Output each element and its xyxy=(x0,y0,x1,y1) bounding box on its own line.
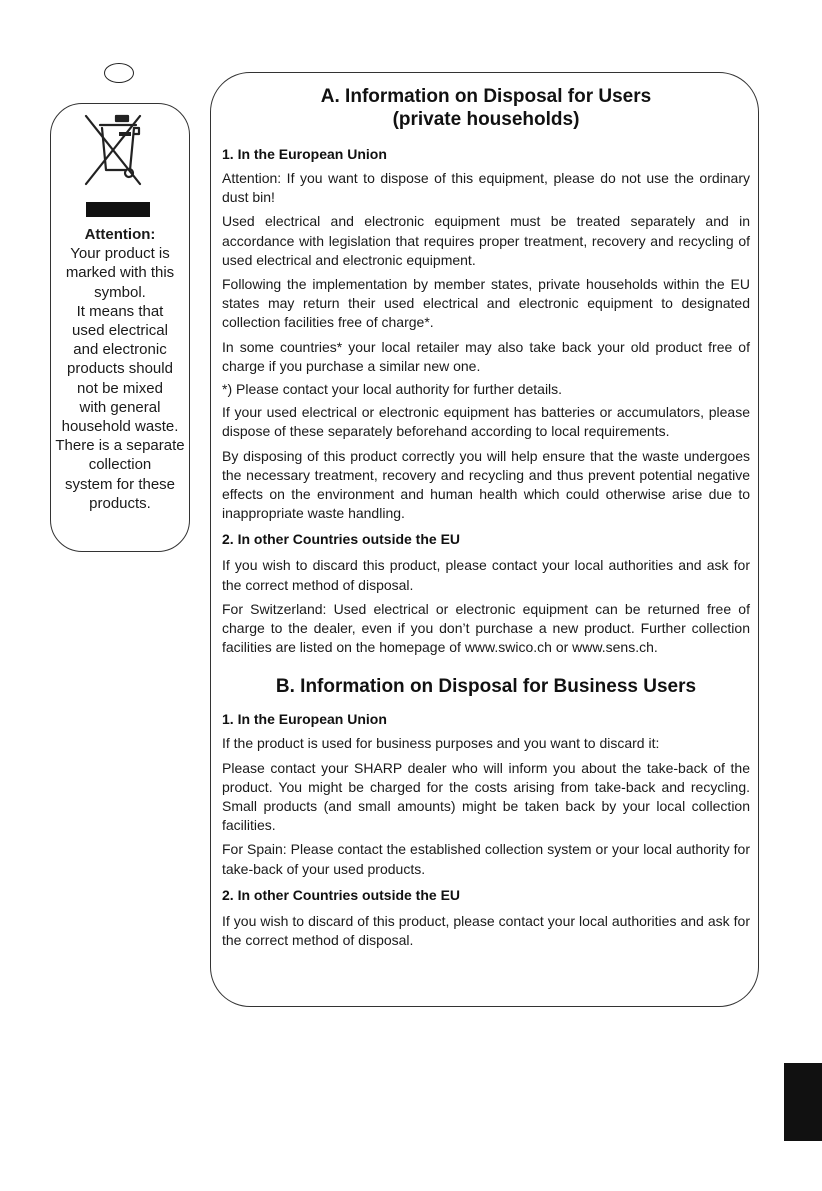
note-line: with general xyxy=(79,398,161,416)
note-line: products. xyxy=(89,494,151,512)
attention-heading: Attention: xyxy=(84,226,156,243)
note-line: and electronic xyxy=(73,341,167,359)
note-line: There is a separate xyxy=(55,437,185,455)
note-line: marked with this xyxy=(65,264,175,282)
paragraph: In some countries* your local retailer may also take back your old product free of charge if you purchase a similar new one. xyxy=(222,338,750,374)
paragraph: By disposing of this product correctly you will help ensure that the waste undergoes the necessary treatment, recovery and recycling and thus prevent potential negative effects on the environment and human health which could otherwise arise due to inappropriate waste handling. xyxy=(222,447,750,522)
section-b-eu-heading: 1. In the European Union xyxy=(222,711,387,728)
paragraph: If the product is used for business purposes and you want to discard it: xyxy=(222,735,660,752)
paragraph: For Spain: Please contact the established collection system or your local authority for take-back of your used products. xyxy=(222,841,750,877)
note-line: system for these xyxy=(64,475,176,493)
paragraph: Please contact your SHARP dealer who will inform you about the take-back of the product. You might be charged for the costs arising from take-back and recycling. Small products (and small amounts) might be taken back by your local collection facilities. xyxy=(222,759,750,834)
paragraph: *) Please contact your local authority for further details. xyxy=(222,381,563,398)
paragraph: Used electrical and electronic equipment must be treated separately and in accordance with legislation that requires proper treatment, recovery and recycling of used electrical and electronic equipment. xyxy=(222,213,750,268)
attention-note xyxy=(52,225,188,513)
page-edge-tab xyxy=(784,1063,822,1141)
paragraph: If your used electrical or electronic equipment has batteries or accumulators, please dispose of these separately beforehand according to local requirements. xyxy=(222,404,750,440)
section-b-title: B. Information on Disposal for Business Users xyxy=(275,676,697,698)
note-line: products should xyxy=(67,360,173,378)
disposal-information xyxy=(222,85,750,950)
paragraph: If you wish to discard of this product, please contact your local authorities and ask for the correct method of disposal. xyxy=(222,912,750,949)
section-a-title xyxy=(222,85,750,131)
note-line: household waste. xyxy=(61,418,179,436)
paragraph: For Switzerland: Used electrical or electronic equipment can be returned free of charge to the dealer, even if you don’t purchase a new product. Further collection facilities are listed on the homepage of www.swico.ch or www.sens.ch. xyxy=(222,600,750,656)
paragraph: If you wish to discard this product, please contact your local authorities and ask for the correct method of disposal. xyxy=(222,557,750,593)
section-a-non-eu-heading: 2. In other Countries outside the EU xyxy=(222,531,461,548)
note-line: It means that xyxy=(76,302,164,320)
oval-marker-icon xyxy=(104,63,134,83)
section-a-title-line2: (private households) xyxy=(392,109,580,130)
paragraph: Following the implementation by member states, private households within the EU states may return their used electrical and electronic equipment to designated collection facilities free of charge*. xyxy=(222,276,750,331)
section-a-eu-heading: 1. In the European Union xyxy=(222,146,387,162)
note-line: not be mixed xyxy=(77,379,163,397)
note-line: used electrical xyxy=(72,322,168,340)
section-b-non-eu-heading: 2. In other Countries outside the EU xyxy=(222,886,461,903)
note-line: collection xyxy=(88,456,152,474)
note-line: symbol. xyxy=(94,283,146,301)
section-a-title-line1: A. Information on Disposal for Users xyxy=(320,86,652,107)
note-line: Your product is xyxy=(70,245,170,263)
paragraph: Attention: If you want to dispose of this equipment, please do not use the ordinary dust bin! xyxy=(222,170,750,206)
crossed-out-wheelie-bin-icon xyxy=(80,110,146,190)
black-bar xyxy=(86,202,150,217)
